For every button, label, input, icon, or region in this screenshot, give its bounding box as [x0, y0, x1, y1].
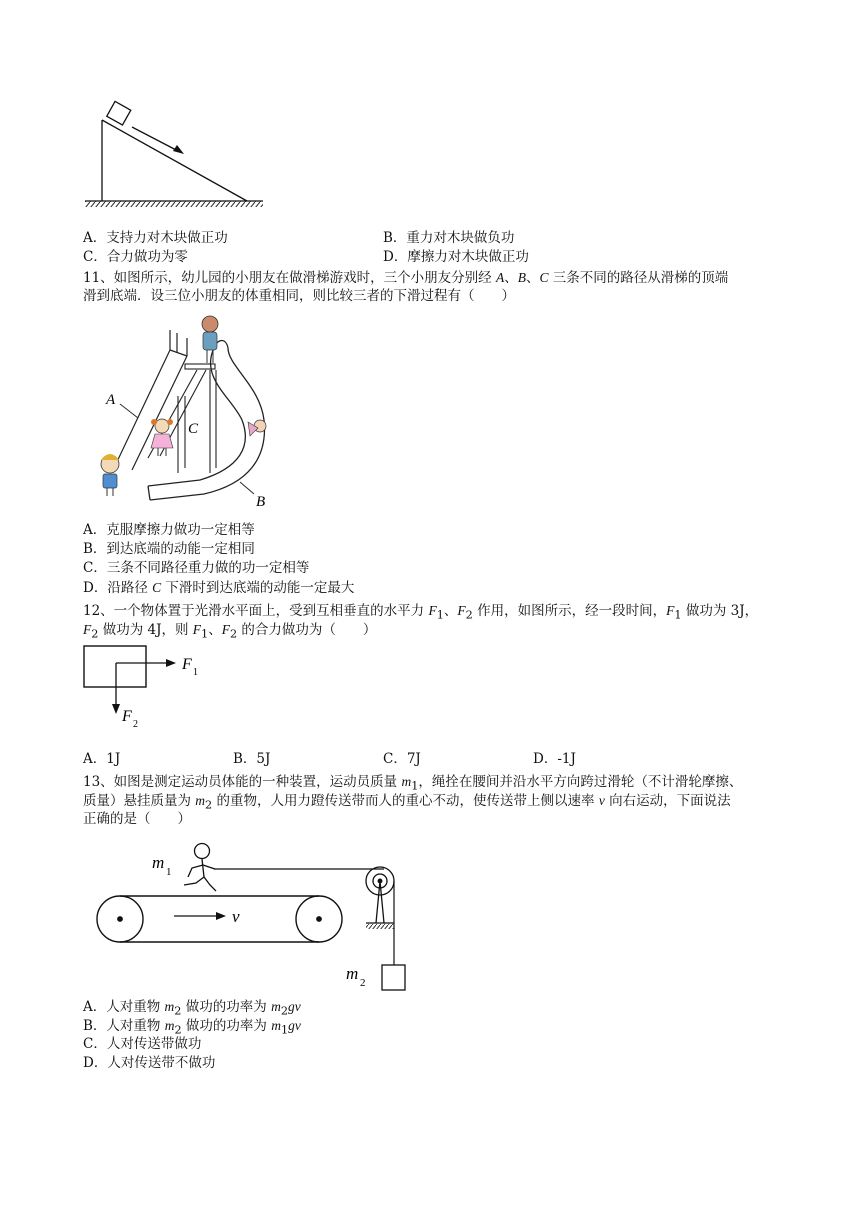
incline-figure	[80, 100, 270, 215]
q12-option-a: A．1J	[83, 751, 121, 767]
m2-label: m	[346, 964, 359, 983]
q10-option-d: D．摩擦力对木块做正功	[383, 249, 529, 265]
weight-m2	[382, 965, 405, 990]
q13-stem-line3: 正确的是（ ）	[83, 811, 191, 827]
label-b-leader	[240, 482, 254, 494]
q11-option-b: B．到达底端的动能一定相同	[83, 541, 255, 557]
motion-arrow-head	[173, 145, 184, 154]
q12-option-d: D．-1J	[533, 751, 576, 767]
child-top	[202, 316, 218, 363]
pulley	[366, 867, 394, 923]
child-middle	[151, 419, 173, 456]
m2-label-sub: 2	[360, 977, 366, 989]
q11-option-c: C．三条不同路径重力做的功一定相等	[83, 560, 310, 576]
q13-stem-line1: 13、如图是测定运动员体能的一种装置，运动员质量 $m_1$，绳拴在腰间并沿水平方向跨过滑轮（不计滑轮摩擦、	[83, 774, 743, 793]
q10-option-b: B．重力对木块做负功	[383, 230, 515, 246]
q13-option-a: A．人对重物 $m_2$ 做功的功率为 $m_2gv$	[83, 999, 301, 1018]
q13-option-b: B．人对重物 $m_2$ 做功的功率为 $m_1gv$	[83, 1018, 301, 1037]
q12-stem-line2: $F_2$ 做功为 4J，则 $F_1$、$F_2$ 的合力做功为（ ）	[83, 622, 377, 641]
pulley-mount-hatch	[366, 924, 394, 929]
straight-slide-a	[114, 330, 187, 470]
q13-option-c: C．人对传送带做功	[83, 1036, 202, 1052]
label-a-leader	[120, 404, 138, 418]
child-on-slide-b	[248, 420, 266, 436]
q13-option-d: D．人对传送带不做功	[83, 1055, 216, 1071]
v-label: v	[232, 907, 240, 926]
label-a: A	[106, 392, 116, 408]
q12-option-b: B．5J	[233, 751, 271, 767]
label-b: B	[256, 494, 266, 510]
f2-label: F	[122, 708, 132, 725]
f2-label-sub: 2	[133, 719, 138, 730]
slide-figure	[90, 308, 280, 513]
q12-stem-line1: 12、一个物体置于光滑水平面上，受到互相垂直的水平力 $F_1$、$F_2$ 作用，如图所示，经一段时间，$F_1$ 做功为 3J，	[83, 603, 759, 622]
q11-option-a: A．克服摩擦力做功一定相等	[83, 522, 255, 538]
q13-stem-line2: 质量）悬挂质量为 $m_2$ 的重物，人用力蹬传送带而人的重心不动，使传送带上侧以速率 v 向右运动，下面说法	[83, 793, 731, 812]
m1-label: m	[152, 853, 165, 872]
f1-label-sub: 1	[193, 667, 198, 678]
conveyor-belt	[97, 896, 342, 942]
force-figure	[80, 642, 220, 737]
wood-block	[107, 101, 131, 125]
q11-option-d: D．沿路径 C 下滑时到达底端的动能一定最大	[83, 580, 355, 596]
v-arrow-head	[216, 912, 226, 920]
f1-arrow-head	[166, 659, 176, 667]
f1-label: F	[182, 656, 192, 673]
incline-slope	[102, 120, 247, 201]
object-box	[84, 646, 146, 687]
m1-label-sub: 1	[166, 866, 172, 878]
runner-figure	[184, 844, 216, 892]
f2-arrow-head	[112, 704, 120, 714]
child-bottom-left	[101, 454, 119, 496]
q11-stem-line2: 滑到底端．设三位小朋友的体重相同，则比较三者的下滑过程有（ ）	[83, 288, 515, 304]
q10-option-c: C．合力做功为零	[83, 249, 188, 265]
ground-hatch	[85, 201, 263, 207]
q11-stem-line1: 11、如图所示，幼儿园的小朋友在做滑梯游戏时，三个小朋友分别经 A、B、C 三条不同的路径从滑梯的顶端	[83, 270, 729, 286]
treadmill-figure	[92, 835, 412, 995]
q10-option-a: A．支持力对木块做正功	[83, 230, 228, 246]
label-c: C	[188, 421, 199, 437]
motion-arrow-shaft	[132, 127, 180, 152]
q12-option-c: C．7J	[383, 751, 421, 767]
